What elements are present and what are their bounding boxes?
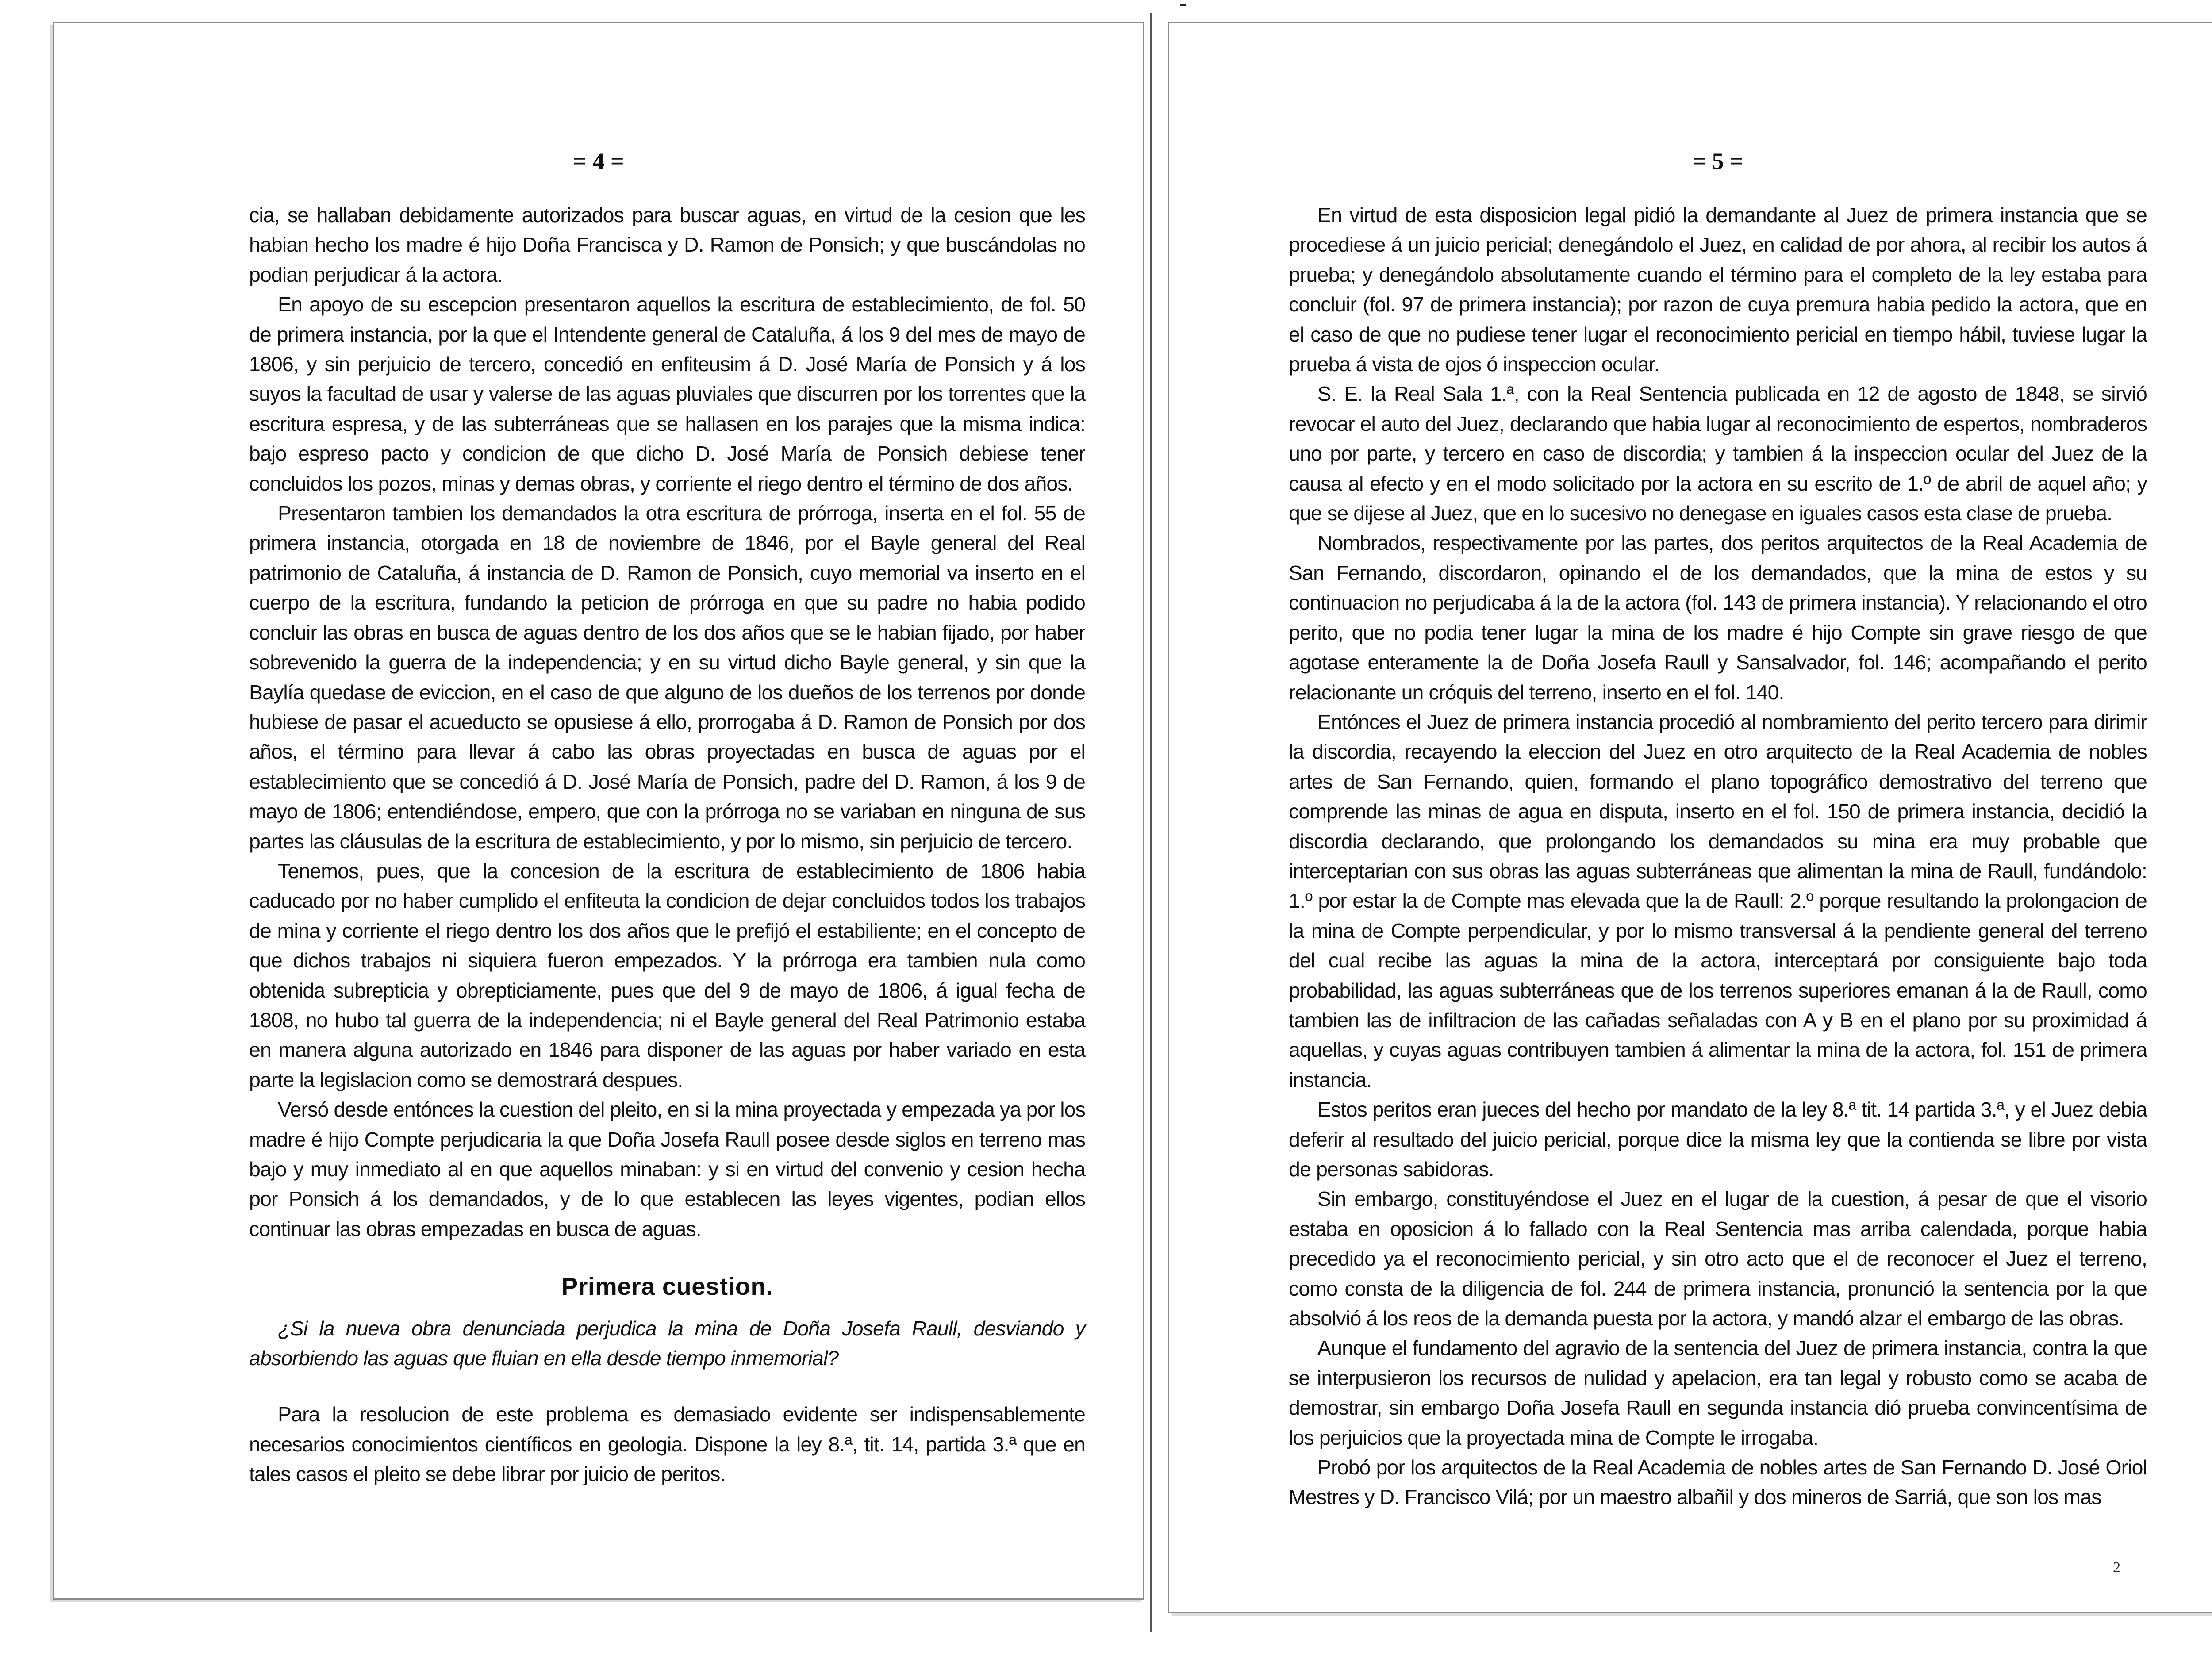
paragraph: Entónces el Juez de primera instancia procedió al nombramiento del perito tercero para dirimir la discordia, recayendo la eleccion del Juez en otro arquitecto de la Real Academia de nobles artes de San Fernando, quien, formando el plano topográfico demostrativo del terreno que comprende las minas de agua en disputa, inserto en el fol. 150 de primera instancia, decidió la discordia declarando, que prolongando los demandados su mina era muy probable que interceptarian con sus obras las aguas subterráneas que alimentan la mina de Raull, fundándolo: 1.º por estar la de Compte mas elevada que la de Raull: 2.º porque resultando la prolongacion de la mina de Compte perpendicular, y por lo mismo transversal á la pendiente general del terreno del cual recibe las aguas la mina de la actora, interceptará por consiguiente bajo toda probabilidad, las aguas subterráneas que de los terrenos superiores emanan á la de Raull, como tambien las de infiltracion de las cañadas señaladas con A y B en el plano por su proximidad á aquellas, y cuyas aguas contribuyen tambien á alimentar la mina de la actora, fol. 151 de primera instancia.: [1289, 710, 2147, 1091]
section-heading: Primera cuestion.: [561, 1272, 773, 1301]
paragraph: Probó por los arquitectos de la Real Academia de nobles artes de San Fernando D. José Oriol Mestres y D. Francisco Vilá; por un maestro albañil y dos mineros de Sarriá, que son los mas: [1289, 1456, 2147, 1509]
paragraph: S. E. la Real Sala 1.ª, con la Real Sentencia publicada en 12 de agosto de 1848, se sirvió revocar el auto del Juez, declarando que habia lugar al reconocimiento de espertos, nombraderos uno por parte, y tercero en caso de discordia; y tambien á la inspeccion ocular del Juez de la causa al efecto y en el modo solicitado por la actora en su escrito de 1.º de abril de aquel año; y que se dijese al Juez, que en lo sucesivo no denegase en iguales casos esta clase de prueba.: [1289, 382, 2147, 525]
question: [249, 1314, 1085, 1374]
paragraph: Aunque el fundamento del agravio de la sentencia del Juez de primera instancia, contra la que se interpusieron los recursos de nulidad y apelacion, era tan legal y robusto como se acaba de demostrar, sin embargo Doña Josefa Raull en segunda instancia dió prueba convincentísima de los perjuicios que la proyectada mina de Compte le irrogaba.: [1289, 1336, 2147, 1449]
paragraph: cia, se hallaban debidamente autorizados para buscar aguas, en virtud de la cesion que les habian hecho los madre é hijo Doña Francisca y D. Ramon de Ponsich; y que buscándolas no podian perjudicar á la actora.: [249, 203, 1085, 286]
body-text: [249, 200, 1085, 1489]
gutter-line: [1150, 13, 1152, 1632]
paragraph: Presentaron tambien los demandados la otra escritura de prórroga, inserta en el fol. 55 de primera instancia, otorgada en 18 de noviembre de 1846, por el Bayle general del Real patrimonio de Cataluña, á instancia de D. Ramon de Ponsich, cuyo memorial va inserto en el cuerpo de la escritura, fundando la peticion de prórroga en que su padre no habia podido concluir las obras en busca de aguas dentro de los dos años que se le habian fijado, por haber sobrevenido la guerra de la independencia; y en su virtud dicho Bayle general, y sin que la Baylía quedase de eviccion, en el caso de que alguno de los dueños de los terrenos por donde hubiese de pasar el acueducto se opusiese á ello, prorrogaba á D. Ramon de Ponsich por dos años, el término para llevar á cabo las obras proyectadas en busca de aguas por el establecimiento que se concedió á D. José María de Ponsich, padre del D. Ramon, á los 9 de mayo de 1806; entendiéndose, empero, que con la prórroga no se variaban en ninguna de sus partes las cláusulas de la escritura de establecimiento, y por lo mismo, sin perjuicio de tercero.: [249, 502, 1085, 853]
page-number: = 4 =: [573, 148, 624, 174]
right-page: [1168, 22, 2212, 1613]
printer-signature: 2: [2113, 1559, 2120, 1576]
paragraph: En virtud de esta disposicion legal pidió la demandante al Juez de primera instancia que se procediese á un juicio pericial; denegándolo el Juez, en calidad de por ahora, al recibir los autos á prueba; y denegándolo absolutamente cuando el término para el completo de la ley estaba para concluir (fol. 97 de primera instancia); por razon de cuya premura habia pedido la actora, que en el caso de que no pudiese tener lugar el reconocimiento pericial en tiempo hábil, tuviese lugar la prueba á vista de ojos ó inspeccion ocular.: [1289, 203, 2147, 376]
top-mark: [1180, 4, 1186, 6]
paragraph: Estos peritos eran jueces del hecho por mandato de la ley 8.ª tit. 14 partida 3.ª, y el Juez debia deferir al resultado del juicio pericial, porque dice la misma ley que la contienda se libre por vista de personas sabidoras.: [1289, 1098, 2147, 1181]
question-text: ¿Si la nueva obra denunciada perjudica la mina de Doña Josefa Raull, desviando y absorbiendo las aguas que fluian en ella desde tiempo inmemorial?: [249, 1316, 1085, 1370]
paragraph: Sin embargo, constituyéndose el Juez en el lugar de la cuestion, á pesar de que el visorio estaba en oposicion á lo fallado con la Real Sentencia mas arriba calendada, porque habia precedido ya el reconocimiento pericial, y sin otro acto que el de reconocer el Juez el terreno, como consta de la diligencia de fol. 244 de primera instancia, pronunció la sentencia por la que absolvió á los reos de la demanda puesta por la actora, y mandó alzar el embargo de las obras.: [1289, 1187, 2147, 1330]
paragraph: Versó desde entónces la cuestion del pleito, en si la mina proyectada y empezada ya por los madre é hijo Compte perjudicaria la que Doña Josefa Raull posee desde siglos en terreno mas bajo y muy inmediato al en que aquellos minaban: y si en virtud del convenio y cesion hecha por Ponsich á los demandados, y de lo que establecen las leyes vigentes, podian ellos continuar las obras empezadas en busca de aguas.: [249, 1098, 1085, 1240]
page-number: = 5 =: [1692, 148, 1743, 174]
paragraph: Para la resolucion de este problema es demasiado evidente ser indispensablemente necesarios conocimientos científicos en geologia. Dispone la ley 8.ª, tit. 14, partida 3.ª que en tales casos el pleito se debe librar por juicio de peritos.: [249, 1403, 1085, 1486]
paragraph: Nombrados, respectivamente por las partes, dos peritos arquitectos de la Real Academia de San Fernando, discordaron, opinando el de los demandados, que la mina de estos y su continuacion no perjudicaba á la de la actora (fol. 143 de primera instancia). Y relacionando el otro perito, que no podia tener lugar la mina de los madre é hijo Compte sin grave riesgo de que agotase enteramente la de Doña Josefa Raull y Sansalvador, fol. 146; acompañando el perito relacionante un cróquis del terreno, inserto en el fol. 140.: [1289, 531, 2147, 704]
body-text: [1289, 200, 2147, 1512]
paragraph: En apoyo de su escepcion presentaron aquellos la escritura de establecimiento, de fol. 50 de primera instancia, por la que el Intendente general de Cataluña, á los 9 del mes de mayo de 1806, y sin perjuicio de tercero, concedió en enfiteusim á D. José María de Ponsich y á los suyos la facultad de usar y valerse de las aguas pluviales que discurren por los torrentes que la escritura espresa, y de las subterráneas que se hallasen en los parajes que la misma indica: bajo espreso pacto y condicion de que dicho D. José María de Ponsich debiese tener concluidos los pozos, minas y demas obras, y corriente el riego dentro el término de dos años.: [249, 293, 1085, 495]
left-page: [53, 22, 1144, 1600]
paragraph: Tenemos, pues, que la concesion de la escritura de establecimiento de 1806 habia caducado por no haber cumplido el enfiteuta la condicion de dejar concluidos todos los trabajos de mina y corriente el riego dentro los dos años que le prefijó el estabiliente; en el concepto de que dichos trabajos ni siquiera fueron empezados. Y la prórroga era tambien nula como obtenida subrepticia y obrepticiamente, pues que del 9 de mayo de 1806, á igual fecha de 1808, no hubo tal guerra de la independencia; ni el Bayle general del Real Patrimonio estaba en manera alguna autorizado en 1846 para disponer de las aguas por haber variado en esta parte la legislacion como se demostrará despues.: [249, 859, 1085, 1091]
